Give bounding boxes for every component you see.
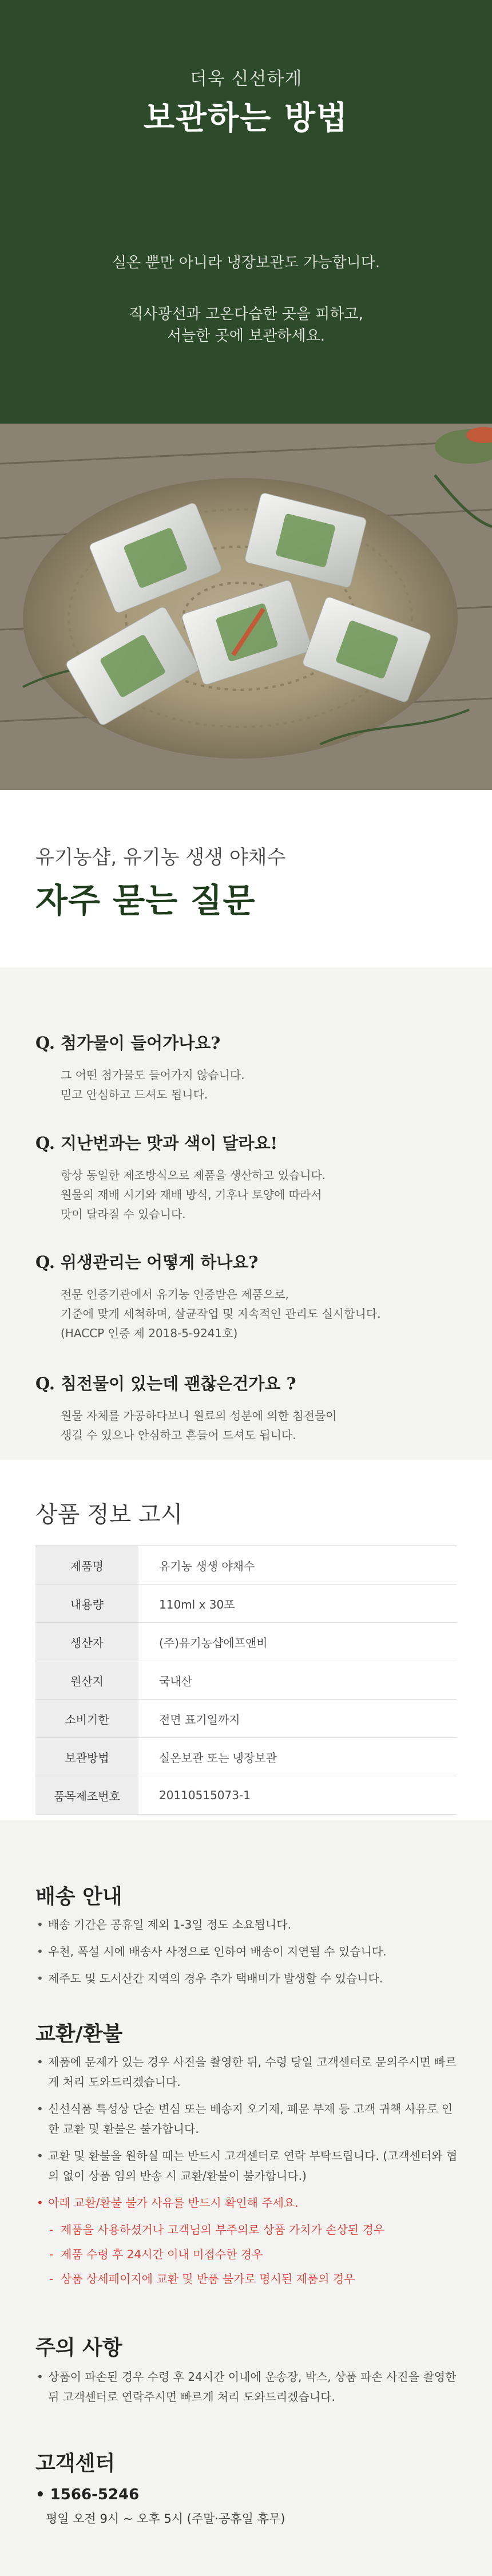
faq-answer [61, 1165, 459, 1224]
faq-item [35, 1371, 459, 1445]
faq-answer [61, 1406, 459, 1445]
shipping-list [35, 1915, 459, 1996]
list-item: • 상품이 파손된 경우 수령 후 24시간 이내에 운송장, 박스, 상품 파손 사진을 촬영한 뒤 고객센터로 연락주시면 빠르게 처리 도와드리겠습니다. [35, 2367, 459, 2407]
table-row [35, 1700, 457, 1738]
list-item: • 교환 및 환불을 원하실 때는 반드시 고객센터로 연락 부탁드립니다. (고객센터와 협의 없이 상품 임의 반송 시 교환/환불이 불가합니다.) [35, 2146, 459, 2186]
table-row [35, 1623, 457, 1661]
faq-item [35, 1250, 459, 1343]
contact-phone: • 1566-5246 [35, 2486, 140, 2503]
exchange-list [35, 2052, 459, 2294]
faq-answer-line: 믿고 안심하고 드셔도 됩니다. [61, 1088, 208, 1101]
contact-title: 고객센터 [35, 2452, 116, 2475]
faq-answer-line: 기준에 맞게 세척하며, 살균작업 및 지속적인 관리도 실시합니다. [61, 1307, 381, 1321]
warning-subitem: - 제품을 사용하셨거나 고객님의 부주의로 상품 가치가 손상된 경우 [35, 2220, 459, 2240]
row-value: 110ml x 30포 [159, 1597, 235, 1611]
faq-answer [61, 1065, 459, 1104]
faq-list [0, 967, 492, 1460]
faq-answer-line: 전문 인증기관에서 유기농 인증받은 제품으로, [61, 1287, 289, 1301]
row-value: 전면 표기일까지 [159, 1712, 240, 1726]
faq-title: 자주 묻는 질문 [35, 881, 256, 920]
row-label: 품목제조번호 [35, 1776, 138, 1814]
row-value: 유기농 생생 야채수 [159, 1559, 255, 1573]
row-label: 제품명 [35, 1546, 138, 1584]
caution-list [35, 2367, 459, 2414]
faq-answer-line: 생길 수 있으나 안심하고 흔들어 드셔도 됩니다. [61, 1428, 296, 1442]
pouches-on-mat-illustration [0, 424, 492, 790]
faq-answer [61, 1285, 459, 1343]
faq-question: Q. 첨가물이 들어가나요? [35, 1033, 221, 1053]
list-item: • 신선식품 특성상 단순 변심 또는 배송지 오기재, 폐문 부재 등 고객 귀책 사유로 인한 교환 및 환불은 불가합니다. [35, 2099, 459, 2139]
table-row [35, 1776, 457, 1815]
row-value: 20110515073-1 [159, 1788, 251, 1802]
list-item: • 배송 기간은 공휴일 제외 1-3일 정도 소요됩니다. [35, 1915, 459, 1935]
faq-item [35, 1131, 459, 1224]
row-label: 소비기한 [35, 1700, 138, 1737]
warning-subitem: - 제품 수령 후 24시간 이내 미접수한 경우 [35, 2245, 459, 2265]
product-photo [0, 424, 492, 790]
storage-section [0, 0, 492, 424]
faq-answer-line: 원물 자체를 가공하다보니 원료의 성분에 의한 침전물이 [61, 1409, 337, 1423]
faq-subtitle: 유기농샵, 유기농 생생 야채수 [35, 846, 286, 869]
faq-answer-line: 맛이 달라질 수 있습니다. [61, 1207, 186, 1221]
row-label: 생산자 [35, 1623, 138, 1661]
exchange-title: 교환/환불 [35, 2022, 123, 2046]
faq-question: Q. 지난번과는 맛과 색이 달라요! [35, 1133, 278, 1153]
faq-question: Q. 위생관리는 어떻게 하나요? [35, 1253, 259, 1272]
faq-answer-line: (HACCP 인증 제 2018-5-9241호) [61, 1326, 238, 1340]
storage-line: 서늘한 곳에 보관하세요. [167, 327, 325, 345]
list-item: • 우천, 폭설 시에 배송사 사정으로 인하여 배송이 지연될 수 있습니다. [35, 1942, 459, 1962]
shipping-title: 배송 안내 [35, 1885, 122, 1909]
warning-subitem: - 상품 상세페이지에 교환 및 반품 불가로 명시된 제품의 경우 [35, 2269, 459, 2289]
table-row [35, 1546, 457, 1585]
faq-answer-line: 원물의 재배 시기와 재배 방식, 기후나 토양에 따라서 [61, 1188, 322, 1202]
storage-line: 직사광선과 고온다습한 곳을 피하고, [129, 306, 363, 323]
contact-hours: 평일 오전 9시 ~ 오후 5시 (주말·공휴일 휴무) [46, 2512, 285, 2526]
product-info-title: 상품 정보 고시 [35, 1502, 183, 1528]
caution-title: 주의 사항 [35, 2336, 122, 2360]
table-row [35, 1585, 457, 1623]
faq-answer-line: 그 어떤 첨가물도 들어가지 않습니다. [61, 1068, 245, 1082]
list-item: • 제주도 및 도서산간 지역의 경우 추가 택배비가 발생할 수 있습니다. [35, 1969, 459, 1989]
list-item: • 제품에 문제가 있는 경우 사진을 촬영한 뒤, 수령 당일 고객센터로 문의주시면 빠르게 처리 도와드리겠습니다. [35, 2052, 459, 2092]
table-row [35, 1661, 457, 1700]
product-info-table [35, 1546, 457, 1815]
table-row [35, 1738, 457, 1776]
faq-item [35, 1030, 459, 1104]
storage-kicker: 더욱 신선하게 [189, 69, 303, 89]
row-value: (주)유기농샵에프앤비 [159, 1635, 268, 1650]
faq-question: Q. 침전물이 있는데 괜찮은건가요 ? [35, 1374, 296, 1393]
notice-section [0, 1820, 492, 2576]
storage-title: 보관하는 방법 [143, 100, 349, 137]
row-value: 실온보관 또는 냉장보관 [159, 1751, 277, 1765]
row-label: 보관방법 [35, 1738, 138, 1776]
row-value: 국내산 [159, 1674, 192, 1688]
row-label: 원산지 [35, 1661, 138, 1699]
faq-answer-line: 항상 동일한 제조방식으로 제품을 생산하고 있습니다. [61, 1168, 326, 1182]
storage-line: 실온 뿐만 아니라 냉장보관도 가능합니다. [112, 254, 380, 271]
warning-item: • 아래 교환/환불 불가 사유를 반드시 확인해 주세요. [35, 2193, 459, 2213]
row-label: 내용량 [35, 1585, 138, 1622]
